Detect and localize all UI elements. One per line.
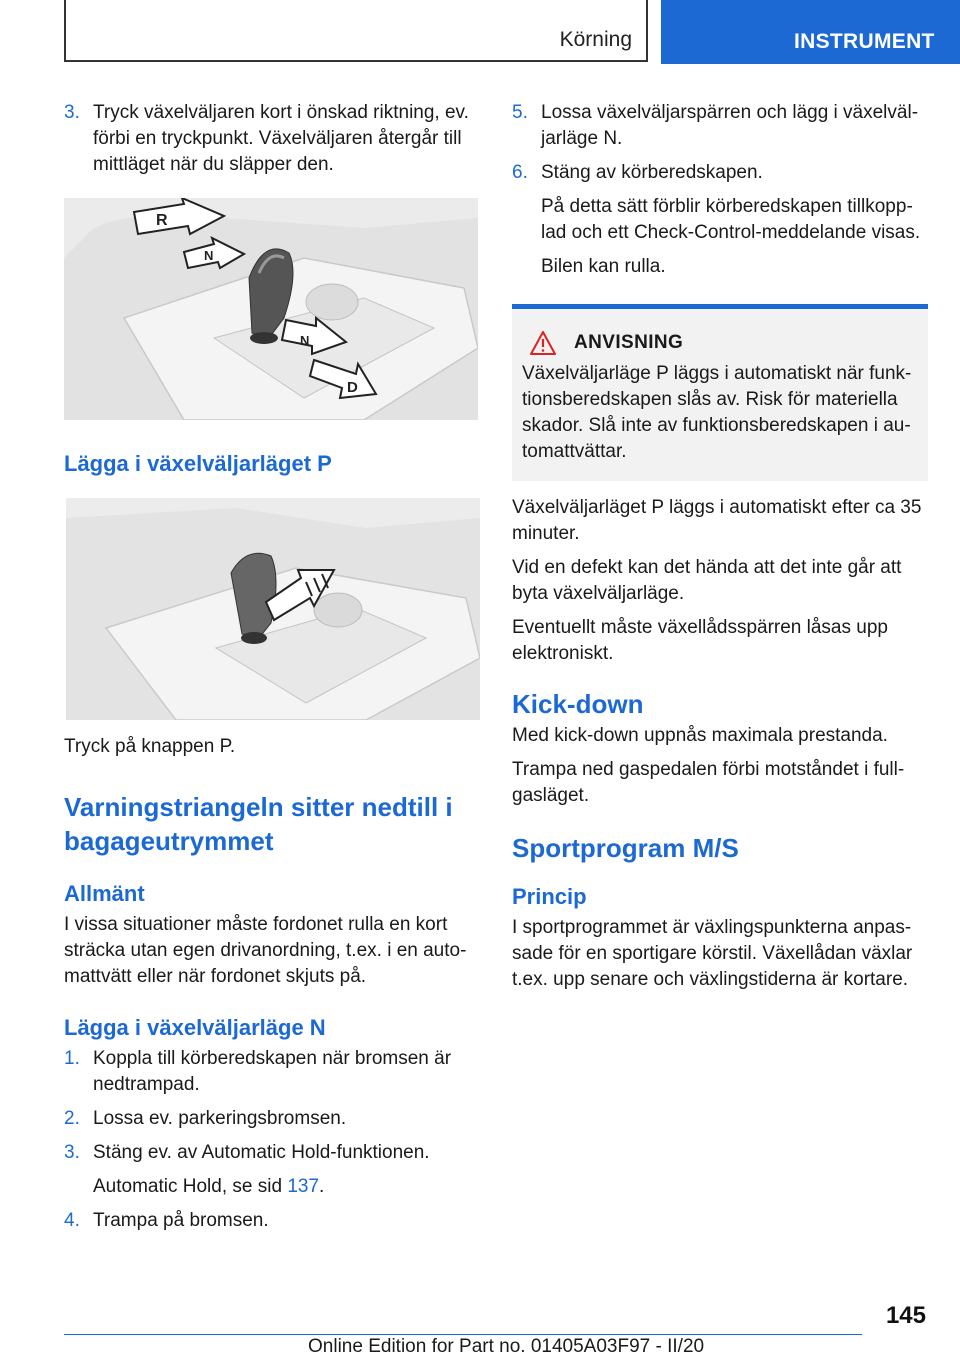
list-number: 5. bbox=[512, 102, 528, 123]
warning-triangle-icon bbox=[530, 331, 556, 355]
list-number: 2. bbox=[64, 1108, 80, 1129]
left-column bbox=[64, 100, 478, 1242]
gear-selector-figure bbox=[64, 198, 478, 420]
list-item bbox=[64, 1208, 478, 1234]
paragraph: Eventuellt måste växellådsspärren låsas upp elektroniskt. bbox=[512, 617, 888, 664]
list-item bbox=[512, 160, 928, 186]
notice-box bbox=[512, 304, 928, 481]
list-sub-paragraph: På detta sätt förblir körberedskapen tillkopplad och ett Check-Control-meddelande visas. bbox=[541, 196, 921, 243]
gear-r-label: R bbox=[156, 212, 168, 229]
list-item bbox=[64, 1106, 478, 1132]
footer-divider bbox=[64, 1334, 862, 1335]
paragraph: Trampa ned gaspedalen förbi motståndet i fullgasläget. bbox=[512, 759, 905, 806]
list-text: Koppla till körberedskapen när bromsen är nedtrampad. bbox=[93, 1048, 452, 1095]
subsection-heading: Princip bbox=[512, 884, 587, 909]
list-text: Stäng av körberedskapen. bbox=[541, 162, 763, 183]
cross-reference-text: Automatic Hold, se sid bbox=[93, 1176, 288, 1197]
chapter-title: Körning bbox=[559, 28, 632, 51]
cross-reference-suffix: . bbox=[319, 1176, 325, 1197]
chapter-tab bbox=[64, 0, 648, 62]
edition-text: Online Edition for Part no. 01405A03F97 - II/20 bbox=[308, 1336, 705, 1357]
list-item bbox=[64, 1140, 478, 1166]
list-text: Lossa ev. parkeringsbromsen. bbox=[93, 1108, 347, 1129]
list-item bbox=[64, 1046, 478, 1098]
list-number: 3. bbox=[64, 1142, 80, 1163]
list-number: 3. bbox=[64, 102, 80, 123]
list-text: Stäng ev. av Automatic Hold-funktionen. bbox=[93, 1142, 430, 1163]
notice-header bbox=[522, 331, 918, 355]
page-link[interactable]: 137 bbox=[287, 1176, 320, 1197]
paragraph: I sportprogrammet är växlingspunkterna anpassade för en sportigare körstil. Växellådan växlar t.ex. upp senare och växlingstiderna är kortare. bbox=[512, 917, 913, 990]
section-heading: Varningstriangeln sitter nedtill i bagageutrymmet bbox=[64, 792, 453, 856]
right-column bbox=[512, 100, 928, 1001]
subsection-heading: Allmänt bbox=[64, 881, 145, 906]
list-number: 4. bbox=[64, 1210, 80, 1231]
section-heading: Kick-down bbox=[512, 689, 644, 719]
list-number: 1. bbox=[64, 1048, 80, 1069]
gear-selector-illustration bbox=[64, 198, 478, 420]
section-heading: Lägga i växelväljarläget P bbox=[64, 451, 332, 476]
figure-caption: Tryck på knappen P. bbox=[64, 736, 236, 757]
park-button-figure bbox=[66, 498, 480, 720]
list-text: Lossa växelväljarspärren och lägg i växelväljarläge N. bbox=[541, 102, 919, 149]
section-title: INSTRUMENT bbox=[794, 30, 935, 53]
list-item bbox=[64, 100, 478, 178]
cross-reference bbox=[64, 1174, 478, 1200]
list-item bbox=[512, 100, 928, 152]
list-text: Tryck växelväljaren kort i önskad riktning, ev. förbi en tryckpunkt. Växelväljaren återgår till mittläget när du släpper den. bbox=[93, 102, 469, 175]
gear-n-label: N bbox=[204, 248, 214, 263]
list-sub-paragraph: Bilen kan rulla. bbox=[541, 256, 666, 277]
park-button-illustration bbox=[66, 498, 480, 720]
paragraph: Med kick-down uppnås maximala prestanda. bbox=[512, 725, 888, 746]
notice-text: Växelväljarläge P läggs i automatiskt när funktionsberedskapen slås av. Risk för materiella skador. Slå inte av funktionsberedskapen i automattvättar. bbox=[522, 363, 912, 462]
paragraph: Växelväljarläget P läggs i automatiskt efter ca 35 minuter. bbox=[512, 497, 922, 544]
list-number: 6. bbox=[512, 162, 528, 183]
gear-d-label: D bbox=[347, 379, 358, 396]
section-heading: Sportprogram M/S bbox=[512, 833, 739, 863]
paragraph: Vid en defekt kan det hända att det inte går att byta växelväljarläge. bbox=[512, 557, 902, 604]
list-text: Trampa på bromsen. bbox=[93, 1210, 269, 1231]
page-number: 145 bbox=[885, 1302, 926, 1329]
gear-n-label: N bbox=[300, 333, 310, 348]
paragraph: I vissa situationer måste fordonet rulla en kort sträcka utan egen drivanordning, t.ex. i en automattvätt eller när fordonet skjuts på. bbox=[64, 914, 467, 987]
subsection-heading: Lägga i växelväljarläge N bbox=[64, 1015, 326, 1040]
section-tab bbox=[661, 0, 960, 64]
notice-title: ANVISNING bbox=[574, 332, 684, 353]
page-header bbox=[0, 0, 960, 66]
